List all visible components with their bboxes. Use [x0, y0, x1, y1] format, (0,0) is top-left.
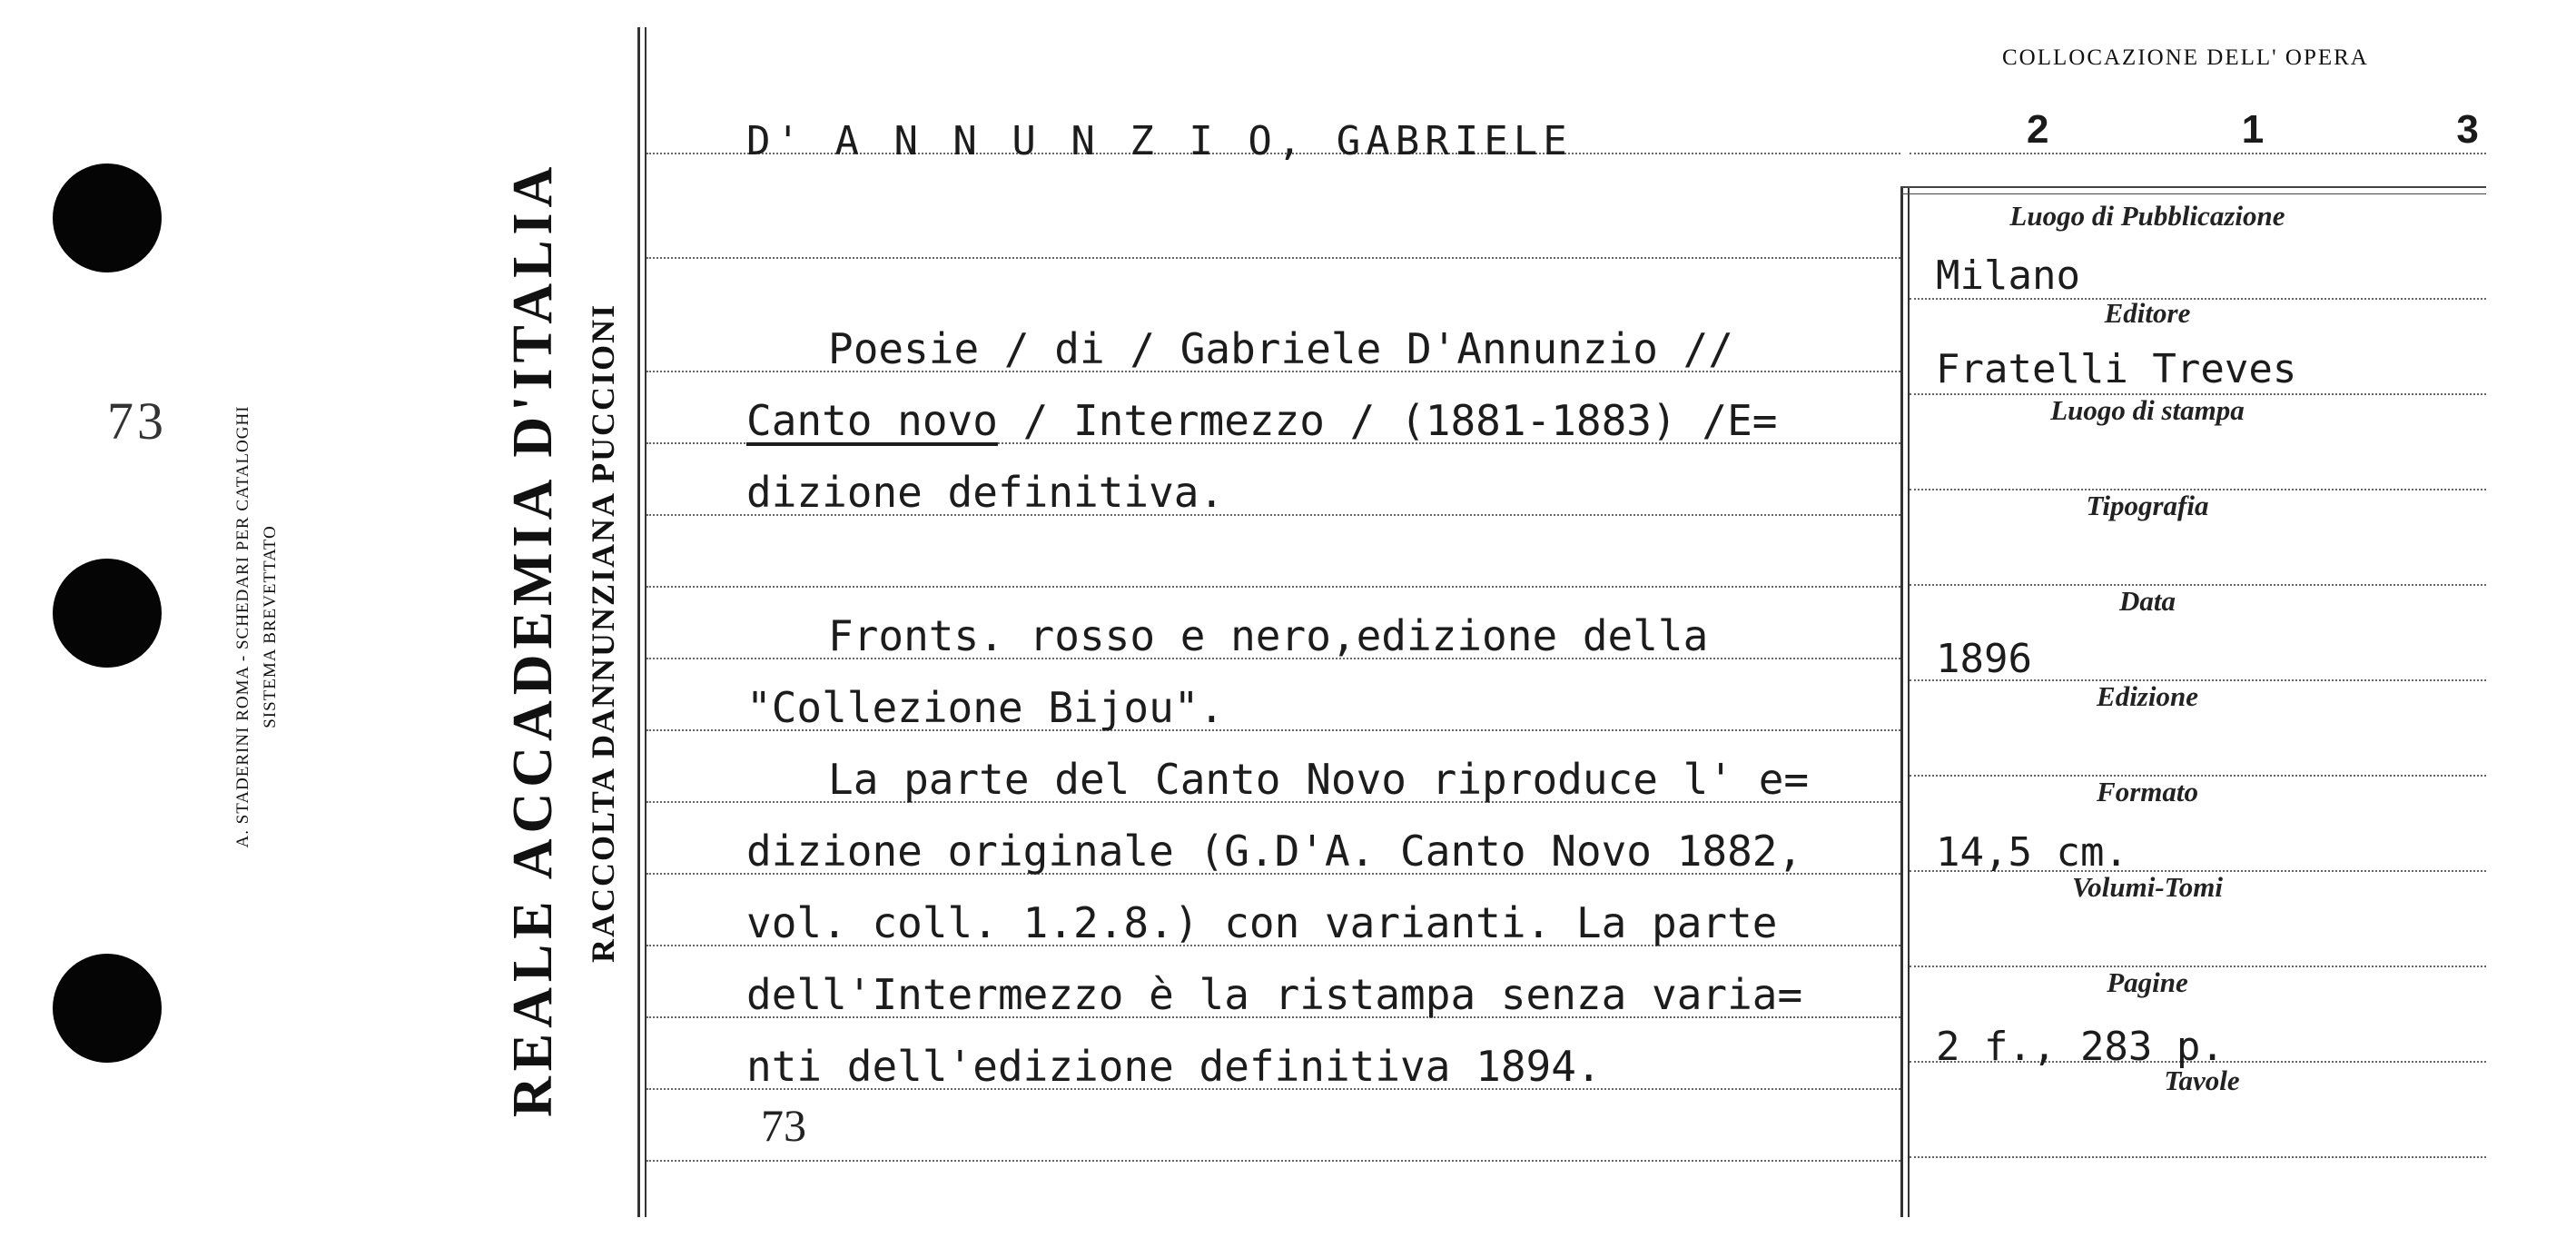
printer-line-1: A. STADERINI ROMA - SCHEDARI PER CATALOGHI [233, 405, 252, 848]
card-left-rule [637, 27, 640, 1217]
rule-line [1910, 153, 2486, 154]
pagine-value: 2 f., 283 p. [1936, 1024, 2225, 1070]
luogo-stampa-label: Luogo di stampa [2050, 394, 2245, 426]
formato-label: Formato [2097, 776, 2198, 807]
edizione-label: Edizione [2097, 680, 2198, 712]
collocazione-number: 2 1 3 [2027, 107, 2570, 152]
tavole-label: Tavole [2164, 1065, 2240, 1096]
fields-column-rule [1900, 186, 1903, 1217]
description-line-4: Fronts. rosso e nero,edizione della [828, 611, 1709, 660]
formato-value: 14,5 cm. [1936, 829, 2128, 876]
punch-hole-top [53, 163, 162, 272]
punch-hole-bottom [53, 954, 162, 1063]
handwritten-number: 73 [761, 1100, 806, 1151]
printer-imprint [230, 336, 284, 917]
printer-line-2: SISTEMA BREVETTATO [261, 525, 280, 728]
fields-top-rule [1900, 186, 2486, 188]
volumi-tomi-label: Volumi-Tomi [2072, 871, 2223, 903]
description-line-6: La parte del Canto Novo riproduce l' e= [828, 755, 1810, 804]
editore-value: Fratelli Treves [1936, 346, 2297, 392]
description-line-5: "Collezione Bijou". [746, 683, 1225, 732]
fields-top-rule-2 [1900, 193, 2486, 194]
description-line-1: Poesie / di / Gabriele D'Annunzio // [828, 324, 1733, 373]
uniform-title: Canto novo [746, 396, 998, 445]
data-label: Data [2119, 585, 2176, 617]
academy-title: REALE ACCADEMIA D'ITALIA [502, 161, 564, 1117]
rule-line [646, 586, 1900, 588]
luogo-pubblicazione-value: Milano [1936, 253, 2080, 299]
description-line-9: dell'Intermezzo è la ristampa senza varia= [746, 970, 1803, 1019]
tipografia-label: Tipografia [2086, 490, 2209, 521]
description-line-7: dizione originale (G.D'A. Canto Novo 1882, [746, 827, 1803, 876]
side-number: 73 [107, 391, 167, 451]
luogo-pubblicazione-label: Luogo di Pubblicazione [2009, 200, 2285, 232]
punch-hole-middle [53, 559, 162, 668]
description-line-8: vol. coll. 1.2.8.) con varianti. La parte [746, 898, 1778, 947]
field-rule [1910, 1156, 2486, 1158]
rule-line [646, 257, 1900, 259]
description-line-10: nti dell'edizione definitiva 1894. [746, 1042, 1602, 1091]
author-heading: D' A N N U N Z I O, GABRIELE [746, 118, 1573, 164]
collection-title: RACCOLTA DANNUNZIANA PUCCIONI [585, 302, 621, 963]
collocazione-label: COLLOCAZIONE DELL' OPERA [2002, 45, 2369, 70]
description-line-3: dizione definitiva. [746, 468, 1225, 517]
editore-label: Editore [2104, 297, 2191, 329]
rule-line [646, 1160, 1900, 1162]
description-line-2 [746, 396, 1777, 445]
data-value: 1896 [1936, 636, 2032, 682]
card-left-rule-2 [645, 27, 646, 1217]
pagine-label: Pagine [2107, 966, 2188, 998]
description-line-2-rest: / Intermezzo / (1881-1883) /E= [997, 396, 1778, 445]
